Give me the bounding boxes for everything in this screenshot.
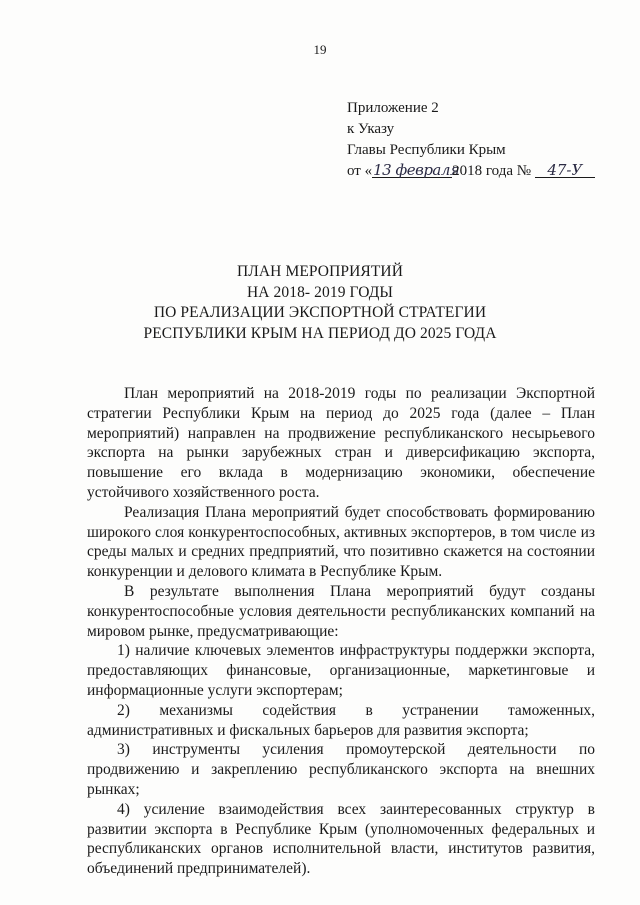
date-suffix: 2018 года № (452, 163, 532, 179)
handwritten-date: 13 февраля (373, 161, 460, 179)
document-body (87, 384, 595, 879)
paragraph-3: В результате выполнения Плана мероприятий будут созданы конкурентоспособные условия деятельности республиканских компаний на мировом рынке, предусматривающие: (87, 582, 595, 640)
date-prefix: от « (347, 163, 373, 179)
paragraph-1: План мероприятий на 2018-2019 годы по реализации Экспортной стратегии Республики Крым на период до 2025 года (далее – План мероприятий) направлен на продвижение республиканского несырьевого экспорта на рынки зарубежных стран и диверсификацию экспорта, повышение его вклада в модернизацию экономики, обеспечение устойчивого хозяйственного роста. (87, 385, 595, 501)
page-number: 19 (313, 42, 327, 57)
paragraph-2: Реализация Плана мероприятий будет способствовать формированию широкого слоя конкурентоспособных, активных экспортеров, в том числе из среды малых и средних предприятий, что позитивно скажется на состоянии конкуренции и делового климата в Республике Крым. (87, 503, 595, 581)
title-line-1: ПЛАН МЕРОПРИЯТИЙ (236, 263, 404, 280)
list-item-1: 1) наличие ключевых элементов инфраструктуры поддержки экспорта, предоставляющих финансовые, организационные, маркетинговые и информационные услуги экспортерам; (87, 642, 595, 699)
appendix-header (347, 98, 595, 182)
title-line-4: РЕСПУБЛИКИ КРЫМ НА ПЕРИОД ДО 2025 ГОДА (143, 324, 497, 342)
issuer: Главы Республики Крым (347, 142, 506, 158)
list-item-4: 4) усиление взаимодействия всех заинтересованных структур в развитии экспорта в Республике Крым (уполномоченных федеральных и республиканских органов исполнительной власти, институтов развития, объединений предпринимателей). (87, 800, 595, 878)
date-line (347, 161, 595, 182)
list-item-2: 2) механизмы содействия в устранении таможенных, административных и фискальных барьеров для развития экспорта; (87, 701, 595, 739)
handwritten-number: 47-У (535, 163, 595, 178)
list-item-3: 3) инструменты усиления промоутерской деятельности по продвижению и закреплению республиканского экспорта на внешних рынках; (87, 741, 595, 798)
decree-reference: к Указу (347, 121, 395, 137)
title-line-3: ПО РЕАЛИЗАЦИИ ЭКСПОРТНОЙ СТРАТЕГИИ (153, 304, 487, 321)
title-line-2: НА 2018- 2019 ГОДЫ (246, 283, 394, 301)
document-title (0, 262, 640, 344)
appendix-label: Приложение 2 (347, 100, 439, 116)
